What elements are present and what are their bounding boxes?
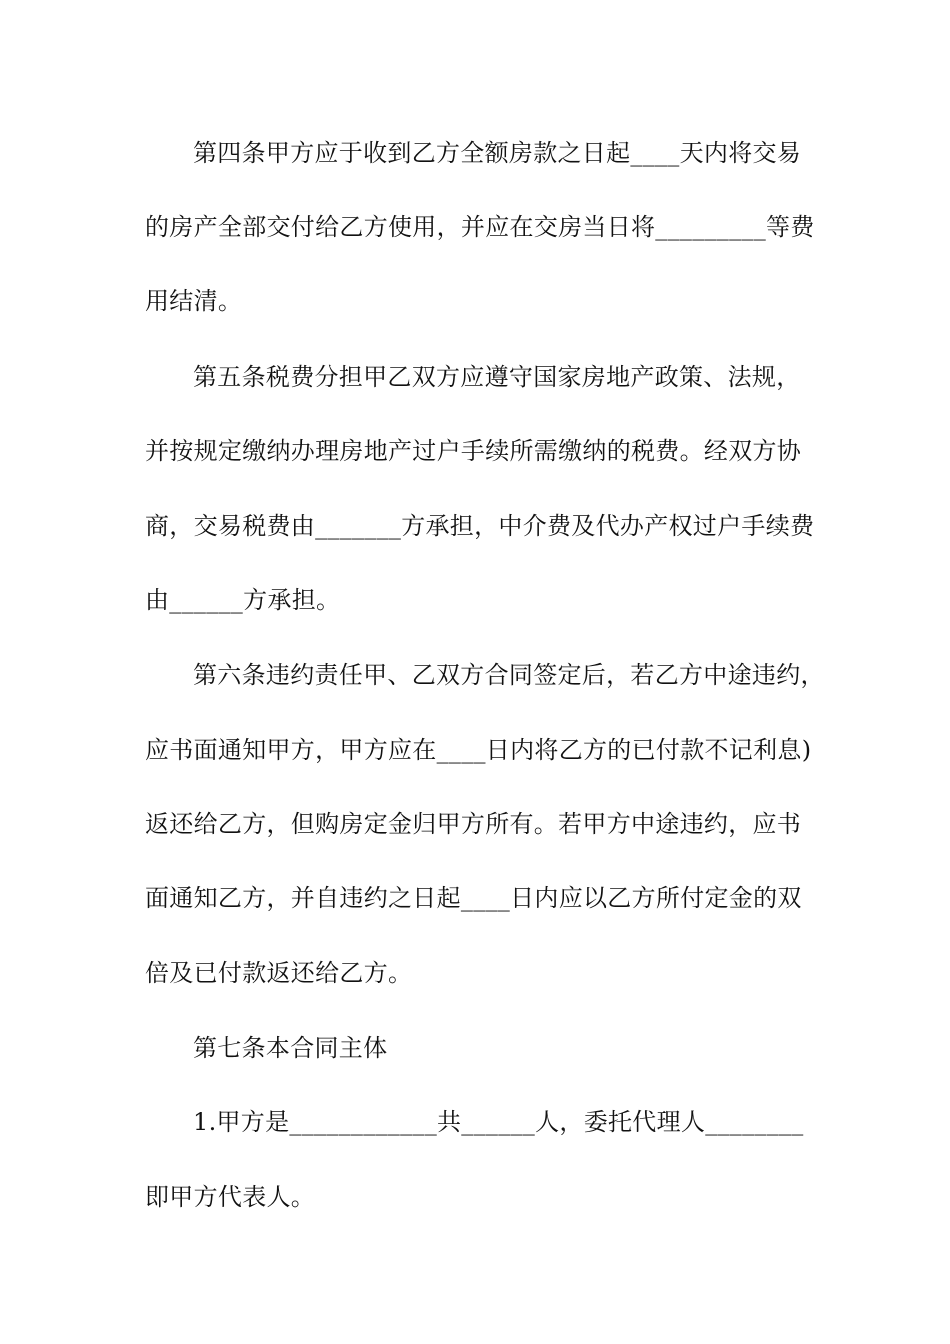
- article-6-line-2: 应书面通知甲方，甲方应在____日内将乙方的已付款不记利息): [145, 736, 812, 764]
- article-6-line-1: 第六条违约责任甲、乙双方合同签定后，若乙方中途违约，: [193, 661, 825, 689]
- article-6-line-4: 面通知乙方，并自违约之日起____日内应以乙方所付定金的双: [145, 884, 802, 912]
- article-4-line-1: 第四条甲方应于收到乙方全额房款之日起____天内将交易: [193, 139, 802, 167]
- article-4-line-2: 的房产全部交付给乙方使用，并应在交房当日将_________等费: [145, 213, 815, 241]
- article-4-line-3: 用结清。: [145, 287, 243, 315]
- article-5-line-1: 第五条税费分担甲乙双方应遵守国家房地产政策、法规，: [193, 363, 801, 391]
- article-5-line-3: 商，交易税费由_______方承担，中介费及代办产权过户手续费: [145, 512, 815, 540]
- article-5-line-2: 并按规定缴纳办理房地产过户手续所需缴纳的税费。经双方协: [145, 437, 802, 465]
- article-6-line-5: 倍及已付款返还给乙方。: [145, 959, 413, 987]
- article-7-item-1-line-1: 1.甲方是____________共______人，委托代理人________: [193, 1108, 804, 1136]
- article-6-line-3: 返还给乙方，但购房定金归甲方所有。若甲方中途违约，应书: [145, 810, 802, 838]
- article-5-line-4: 由______方承担。: [145, 586, 341, 614]
- article-7-item-1-line-2: 即甲方代表人。: [145, 1183, 316, 1211]
- article-7-heading: 第七条本合同主体: [193, 1034, 388, 1062]
